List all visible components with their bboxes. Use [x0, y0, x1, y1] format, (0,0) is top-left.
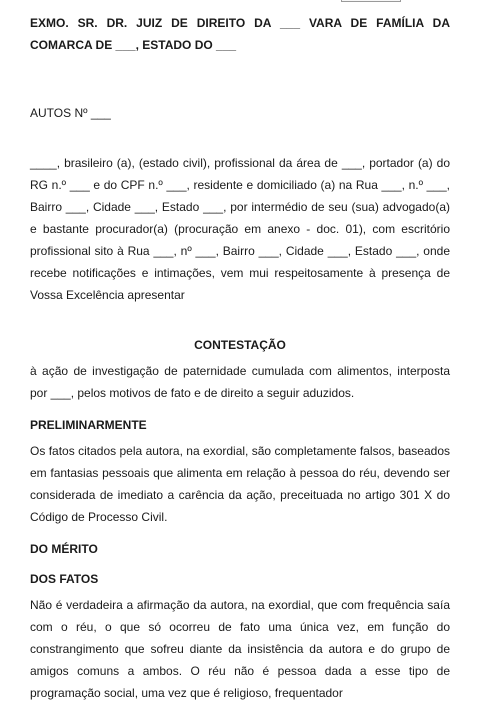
section-title-merito: DO MÉRITO	[30, 542, 98, 556]
party-qualification: ____, brasileiro (a), (estado civil), profissional da área de ___, portador (a) do RG n.º ___ e do CPF n.º ___, residente e domiciliado (a) na Rua ___, n.º ___, Bairro ___, Cidade ___, Estado ___, por intermédio de seu (sua) advogado(a) e bastante procurador(a) (procuração em anexo - doc. 01), com escritório profissional sito à Rua ___, nº ___, Bairro ___, Cidade ___, Estado ___, onde recebe notificações e intimações, vem mui respeitosamente à presença de Vossa Excelência apresentar	[30, 156, 450, 302]
section-title-preliminar: PRELIMINARMENTE	[30, 418, 147, 432]
court-heading: EXMO. SR. DR. JUIZ DE DIREITO DA ___ VARA DE FAMÍLIA DA COMARCA DE ___, ESTADO DO ___	[30, 16, 450, 52]
case-number: AUTOS Nº ___	[30, 106, 111, 120]
document-body	[30, 12, 450, 704]
document-title: CONTESTAÇÃO	[194, 338, 286, 352]
header-stub	[341, 0, 401, 2]
section-title-fatos: DOS FATOS	[30, 572, 99, 586]
intro-paragraph: à ação de investigação de paternidade cumulada com alimentos, interposta por ___, pelos motivos de fato e de direito a seguir aduzidos.	[30, 364, 450, 400]
preliminar-paragraph: Os fatos citados pela autora, na exordial, são completamente falsos, baseados em fantasias pessoais que alimenta em relação à pessoa do réu, devendo ser considerada de imediato a carência da ação, preceituada no artigo 301 X do Código de Processo Civil.	[30, 444, 450, 524]
fatos-paragraph: Não é verdadeira a afirmação da autora, na exordial, que com frequência saía com o réu, o que só ocorreu de fato uma única vez, em função do constrangimento que sofreu diante da insistência da autora e do grupo de amigos comuns a ambos. O réu não é pessoa dada a esse tipo de programação social, uma vez que é religioso, frequentador	[30, 598, 450, 700]
